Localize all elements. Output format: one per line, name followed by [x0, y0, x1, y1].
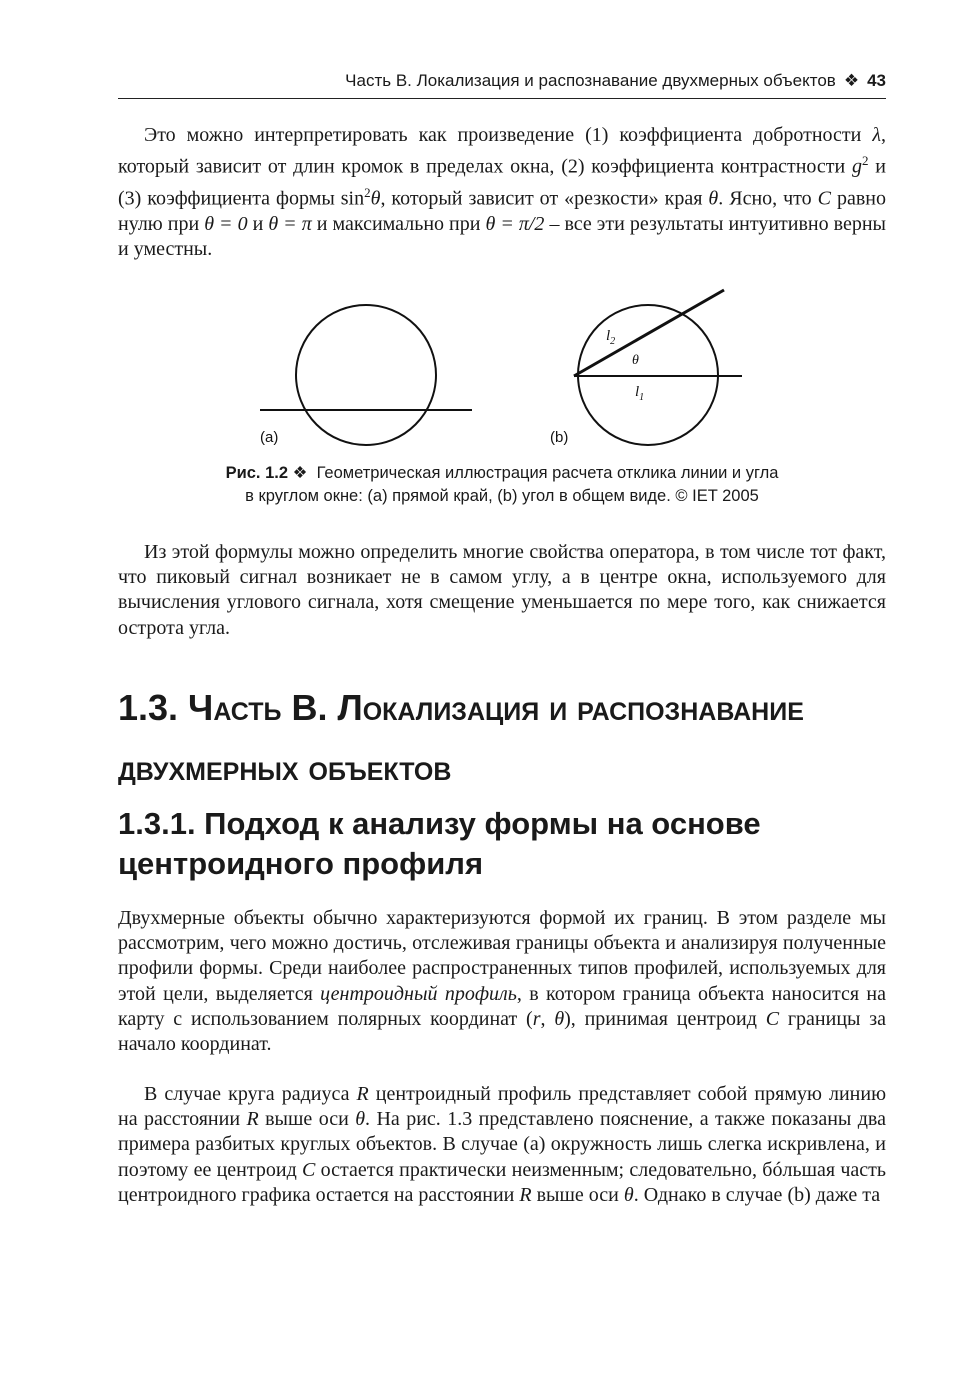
label-a: (a) — [260, 429, 279, 446]
paragraph-1: Это можно интерпретировать как произведение (1) коэффициента добротности λ, который зависит от длин кромок в пределах окна, (2) коэффициента контрастности $g^2$ и (3) коэффициента формы $\sin^2\theta$, который зависит от «резкости» края θ. Ясно, что C равно нулю при θ = 0 и θ = π и максимально при θ = π/2 – все эти результаты интуитивно верны и уместны. — [118, 124, 886, 261]
page-number: 43 — [867, 71, 886, 90]
figure-caption: Рис. 1.2 ❖ Геометрическая иллюстрация расчета отклика линии и угла в круглом окне: (a) прямой край, (b) угол в общем виде. © IET 2005 — [225, 464, 779, 505]
caption-ornament-icon: ❖ — [292, 464, 308, 482]
label-l2: $l_2$ — [606, 328, 616, 347]
figure-panel-a — [260, 305, 472, 446]
paragraph-2: Из этой формулы можно определить многие свойства оператора, в том числе тот факт, что пиковый сигнал возникает не в самом углу, а в центре окна, используемого для вычисления углового сигнала, хотя смещение уменьшается по мере того, как снижается острота угла. — [118, 541, 886, 639]
running-title: Часть B. Локализация и распознавание двухмерных объектов — [345, 71, 836, 90]
paragraph-4: В случае круга радиуса R центроидный профиль представляет собой прямую линию на расстоянии R выше оси θ. На рис. 1.3 представлено пояснение, а также показаны два примера разбитых круглых объектов. В случае (a) окружность лишь слегка искривлена, и поэтому ее центроид C остается практически неизменным; следовательно, бóльшая часть центроидного графика остается на расстоянии R выше оси θ. Однако в случае (b) даже та — [118, 1083, 887, 1206]
edge-l2-line — [574, 290, 724, 376]
figure-1-2 — [118, 280, 886, 460]
circular-window-a — [296, 305, 436, 445]
section-heading: 1.3. Часть B. Локализация и распознавание двухмерных объектов — [118, 687, 804, 788]
figure-panel-b — [550, 290, 742, 446]
paragraph-3: Двухмерные объекты обычно характеризуются формой их границ. В этом разделе мы рассмотрим, чего можно достичь, отслеживая границы объекта и анализируя полученные профили формы. Среди наиболее распространенных типов профилей, используемых для этой цели, выделяется центроидный профиль, в котором граница объекта наносится на карту с использованием полярных координат (r, θ), принимая центроид C границы за начало координат. — [118, 907, 887, 1056]
label-b: (b) — [550, 429, 569, 446]
figure-label: Рис. 1.2 — [225, 464, 289, 482]
subsection-heading: 1.3.1. Подход к анализу формы на основе центроидного профиля — [118, 806, 761, 881]
running-header — [118, 66, 886, 99]
ornament-icon: ❖ — [843, 71, 860, 90]
label-l1: $l_1$ — [635, 384, 645, 403]
label-theta: θ — [632, 353, 639, 368]
